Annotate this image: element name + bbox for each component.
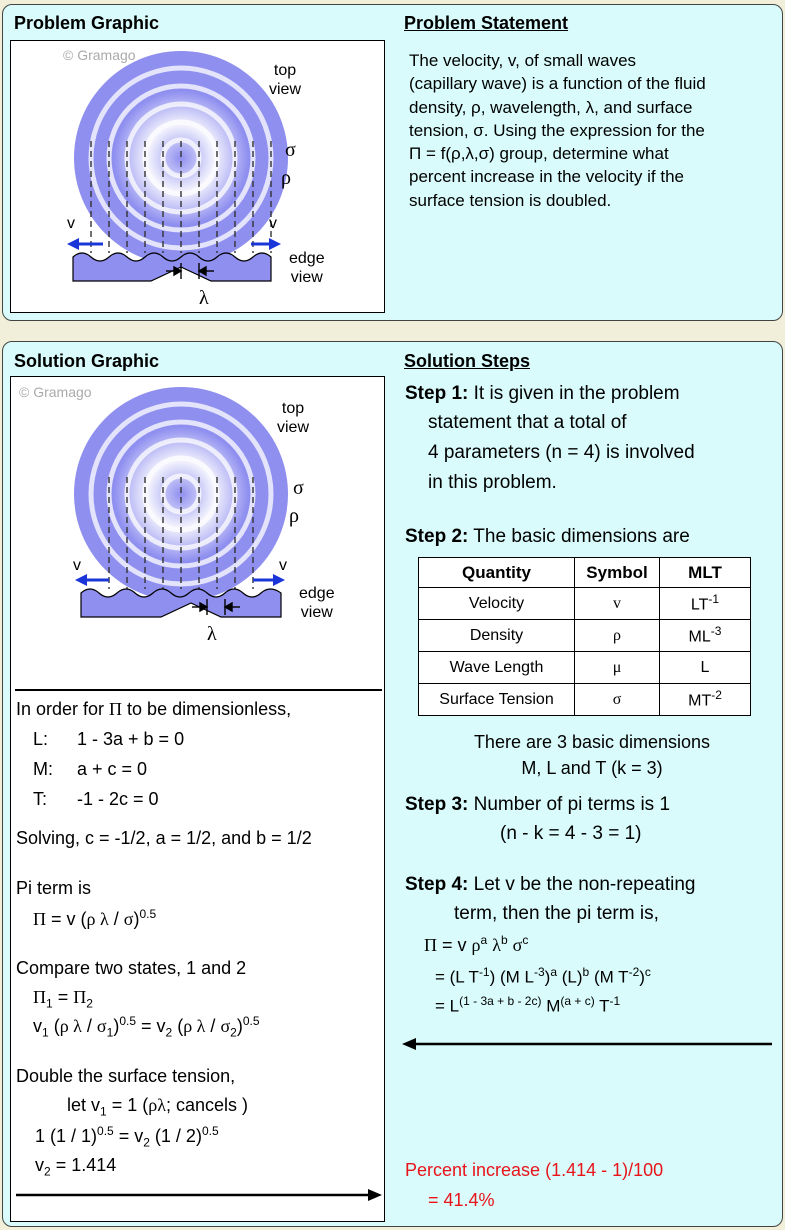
solution-steps-title: Solution Steps [404, 351, 530, 371]
step2-label: Step 2: [405, 526, 469, 547]
col-quantity: Quantity [419, 558, 575, 588]
problem-statement-title: Problem Statement [404, 13, 569, 33]
compare-line: Compare two states, 1 and 2 [16, 958, 247, 978]
T-label: T: [33, 789, 48, 809]
mlt-cell: $MT^{-2}$ [660, 684, 751, 716]
symbol-cell: σ [575, 684, 660, 716]
mlt-cell: $LT^{-1}$ [660, 588, 751, 620]
M-equation: a + c = 0 [77, 759, 148, 779]
mlt-cell: $ML^{-3}$ [660, 620, 751, 652]
statement-line: Π = f(ρ,λ,σ) group, determine what [409, 144, 669, 164]
top-word: top [281, 400, 305, 417]
table-row [419, 684, 751, 716]
dimensions-table [418, 557, 751, 716]
T-equation: -1 - 2c = 0 [77, 789, 159, 809]
dimensionless-text-b: to be dimensionless, [122, 699, 292, 719]
solving-line: Solving, c = -1/2, a = 1/2, and b = 1/2 [16, 828, 312, 848]
step2-text: The basic dimensions are [468, 526, 690, 547]
top-view-label [269, 61, 301, 99]
step1-line2: statement that a total of [428, 412, 627, 433]
table-row [419, 588, 751, 620]
quantity-cell: Density [419, 620, 575, 652]
table-header-row [419, 558, 751, 588]
v2-value: 1.414 [71, 1155, 117, 1175]
note-line: M, L and T (k = 3) [521, 758, 663, 778]
statement-line: surface tension is doubled. [409, 190, 612, 210]
step1-line3: 4 parameters (n = 4) is involved [428, 442, 695, 463]
copyright-text: © Gramago [19, 384, 92, 400]
v-right-label: v [269, 215, 277, 232]
problem-graphic [10, 40, 385, 313]
solution-graphic [10, 376, 385, 1222]
step3-text: Number of pi terms is 1 [468, 794, 671, 815]
sigma-label: σ [293, 477, 304, 499]
wave-figure [11, 41, 386, 314]
copyright-text: © Gramago [63, 47, 136, 63]
double-line: Double the surface tension, [16, 1066, 236, 1086]
view-word-2: view [300, 604, 333, 621]
symbol-cell: μ [575, 652, 660, 684]
dimensionless-line [16, 699, 291, 720]
step4-line2: term, then the pi term is, [454, 903, 659, 924]
dimension-expansion: = (L $T^{-1}$) (M $L^{-3})^a$ $(L)^b$ (M $T^{-2})^c$ [435, 965, 651, 987]
symbol-cell: ρ [575, 620, 660, 652]
statement-line: percent increase in the velocity if the [409, 167, 684, 187]
M-label: M: [33, 759, 53, 779]
step1-text: It is given in the problem [468, 383, 680, 404]
step3-label: Step 3: [405, 794, 469, 815]
step3-line2: (n - k = 4 - 3 = 1) [500, 823, 642, 844]
rho-label: ρ [281, 167, 291, 189]
col-mlt: MLT [660, 558, 751, 588]
v-right-label: v [279, 557, 287, 574]
quantity-cell: Velocity [419, 588, 575, 620]
step1-line1 [405, 383, 680, 405]
lambda-label: λ [207, 623, 217, 645]
mlt-cell: L [660, 652, 751, 684]
divider-line [15, 689, 382, 691]
rho-label: ρ [289, 505, 299, 527]
dimension-exponents: = $L^{(1 - 3a + b - 2c)}$ $M^{(a + c)}$ $T^{-1}$ [435, 994, 621, 1016]
quantity-cell: Surface Tension [419, 684, 575, 716]
percent-increase-line1: Percent increase (1.414 - 1)/100 [405, 1160, 664, 1180]
pi-equality: $\Pi_1 = \Pi_2$ [33, 987, 93, 1011]
pi-term-is: Pi term is [16, 878, 92, 898]
bottom-arrow [11, 1187, 386, 1207]
quantity-cell: Wave Length [419, 652, 575, 684]
step4-text: Let v be the non-repeating [468, 874, 696, 895]
step4-line [405, 874, 695, 896]
edge-view-label [289, 249, 325, 287]
step2-line [405, 526, 690, 548]
problem-graphic-title: Problem Graphic [14, 13, 160, 33]
table-row [419, 652, 751, 684]
view-word: view [269, 81, 302, 98]
sigma-label: σ [285, 139, 296, 161]
v-left-label: v [73, 557, 81, 574]
v-left-label: v [67, 215, 75, 232]
edge-view-label [299, 584, 335, 622]
edge-word: edge [289, 250, 325, 267]
L-label: L: [33, 729, 49, 749]
velocity-equality: $v_1$ (ρ $\lambda / \sigma_1)^{0.5} = v_2$ (ρ λ / $\sigma_2)^{0.5}$ [33, 1014, 260, 1040]
ratio-equation: 1 $(1 / 1)^{0.5} = v_2$ (1 / 2)$^{0.5}$ [35, 1124, 219, 1150]
view-word: view [277, 419, 310, 436]
statement-line: tension, σ. Using the expression for the [409, 120, 705, 140]
statement-line: density, ρ, wavelength, λ, and surface [409, 97, 693, 117]
problem-statement-text [409, 49, 706, 212]
step1-line4: in this problem. [428, 472, 557, 493]
step1-label: Step 1: [405, 383, 469, 404]
col-symbol: Symbol [575, 558, 660, 588]
step4-label: Step 4: [405, 874, 469, 895]
L-equation: 1 - 3a + b = 0 [77, 729, 185, 749]
pi-formula: Π = v (ρ λ / σ)$^{0.5}$ [33, 907, 157, 929]
pi-expression: Π = v $\rho^a$ $\lambda^b$ $\sigma^c$ [424, 933, 529, 955]
v2-result: $v_2 = 1.414$ [35, 1155, 117, 1179]
note-line: There are 3 basic dimensions [473, 732, 711, 752]
view-word-2: view [290, 269, 323, 286]
dimensionless-text-a: In order for [16, 699, 110, 719]
statement-line: (capillary wave) is a function of the fluid [409, 74, 706, 94]
step3-line [405, 794, 670, 816]
lambda-label: λ [199, 287, 209, 309]
symbol-cell: v [575, 588, 660, 620]
pi-symbol: Π [109, 699, 123, 719]
percent-increase-line2: = 41.4% [428, 1190, 495, 1210]
edge-word: edge [299, 585, 335, 602]
top-word: top [273, 62, 297, 79]
table-row [419, 620, 751, 652]
top-view-label [277, 399, 309, 437]
dimensions-note [418, 729, 766, 781]
solution-graphic-title: Solution Graphic [14, 351, 160, 371]
let-v1-line: let $v_1 = 1$ (ρλ; cancels ) [67, 1095, 248, 1119]
left-arrow [398, 1034, 778, 1054]
statement-line: The velocity, v, of small waves [409, 51, 637, 70]
